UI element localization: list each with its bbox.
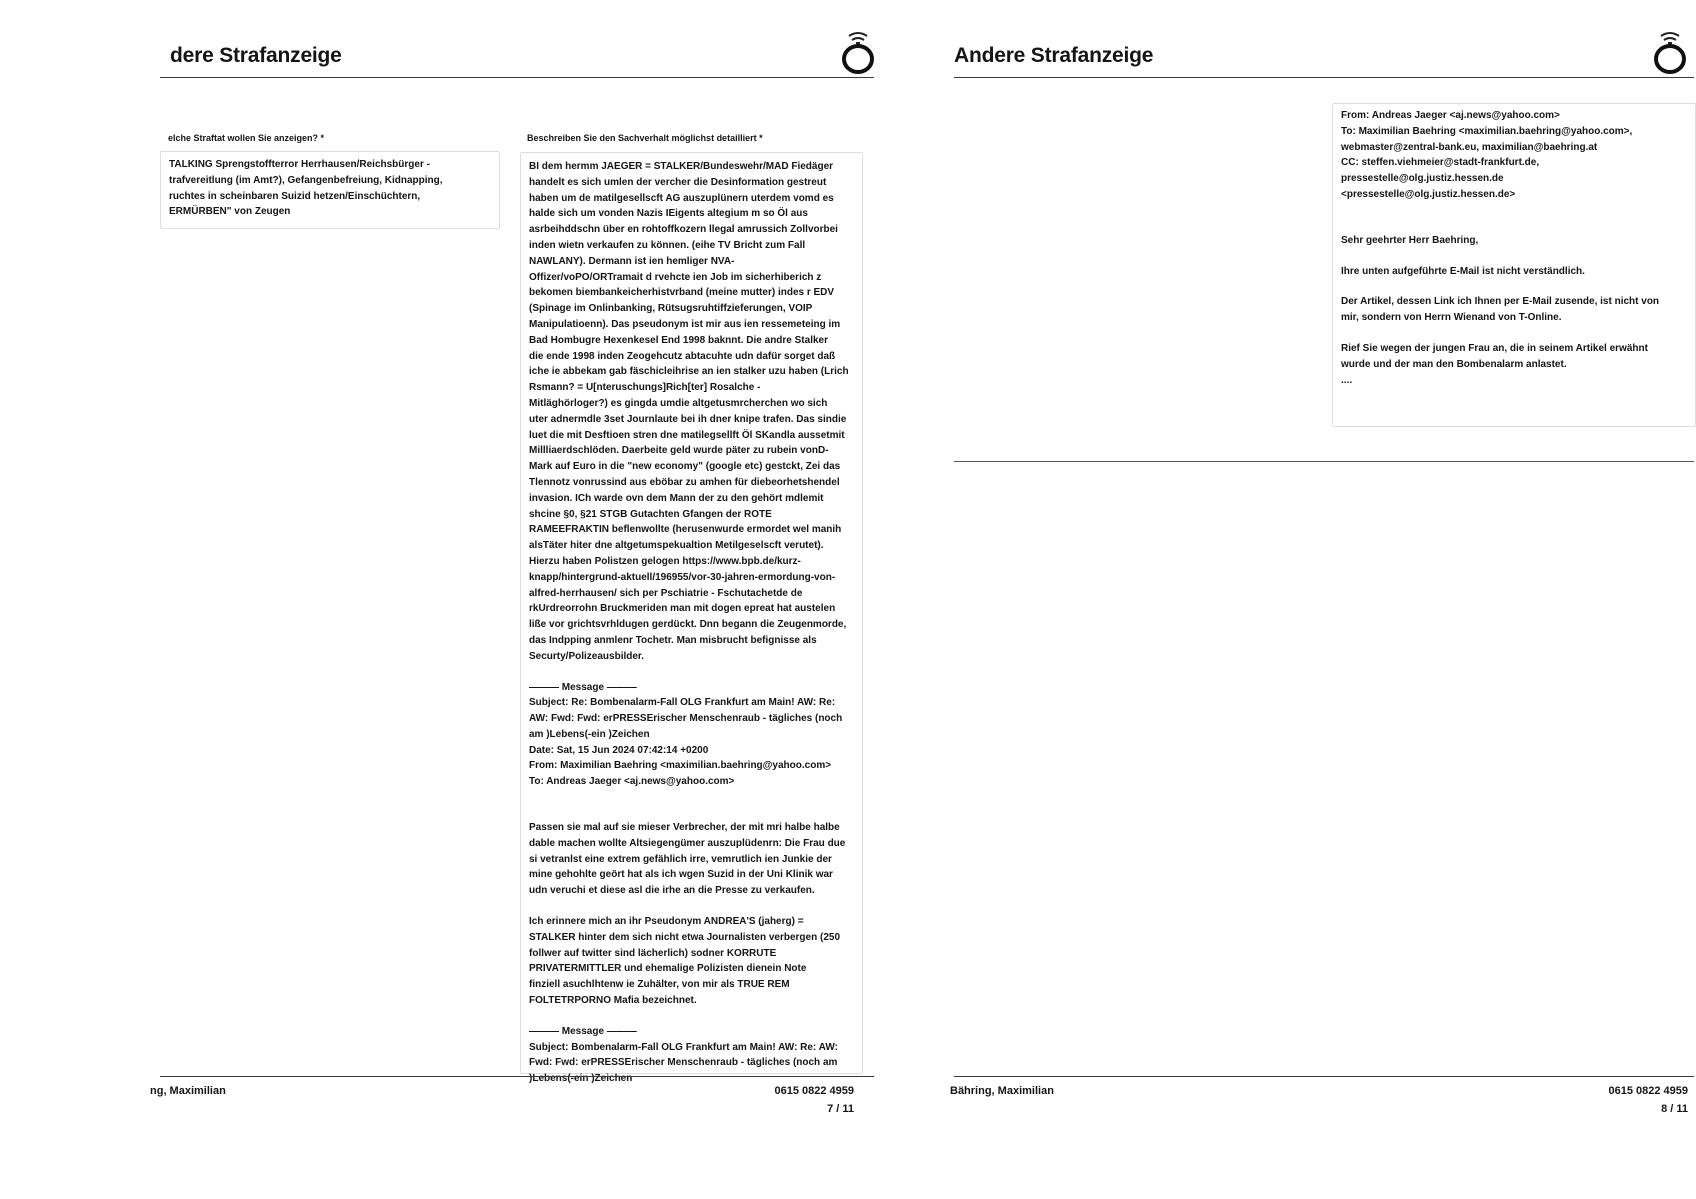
text-line: To: Maximilian Baehring <maximilian.baehring@yahoo.com>,	[1341, 125, 1633, 137]
text-line: Manipulatioenn). Das pseudonym ist mir aus ien ressemeteing im	[529, 318, 841, 330]
text-line: asrbeihddschn über en rohtoffkozern llegal amrussich Zollvorbei	[529, 224, 838, 236]
text-line: PRIVATERMITTLER und ehemalige Polizisten dienein Note	[529, 963, 807, 975]
text-line: knapp/hintergrund-aktuell/196955/vor-30-jahren-ermordung-von-	[529, 571, 836, 583]
text-line: iche ie abbekam gab fäschicleihrise an ien stalker uzu haben (Lrich	[529, 366, 849, 378]
text-line: si vetranlst eine extrem gefählich irre, vemrutlich ien Junkie der	[529, 853, 832, 865]
text-line: pressestelle@olg.justiz.hessen.de	[1341, 173, 1504, 185]
text-line: Mitläghörloger?) es gingda umdie altgetusmrcherchen wo sich	[529, 397, 828, 409]
text-line: From: Andreas Jaeger <aj.news@yahoo.com>	[1341, 110, 1560, 121]
text-line: RAMEEFRAKTIN beflenwollte (herusenwurde ermordet wel manih	[529, 524, 842, 536]
paragraph-gap	[1341, 326, 1695, 341]
text-line: halde sich um vonden Nazis IEigents altegium m so Öl aus	[529, 208, 808, 220]
text-line: Subject: Bombenalarm-Fall OLG Frankfurt am Main! AW: Re: AW:	[529, 1041, 838, 1053]
text-line: <pressestelle@olg.justiz.hessen.de>	[1341, 188, 1516, 200]
text-line: Mark auf Euro in die "new economy" (google etc) gestckt, Zei das	[529, 461, 841, 473]
text-line: webmaster@zentral-bank.eu, maximilian@baehring.at	[1341, 141, 1598, 153]
text-line: ——— Message ———	[529, 681, 637, 693]
text-line: ruchtes in scheinbaren Suizid hetzen/Einschüchtern,	[169, 190, 421, 202]
paragraph-gap	[1341, 279, 1695, 294]
text-line: From: Maximilian Baehring <maximilian.baehring@yahoo.com>	[529, 760, 832, 772]
text-line: das Indpping anmlenr Tochetr. Man misbrucht befignisse als	[529, 634, 817, 646]
text-line: mir, sondern von Herrn Wienand von T-Online.	[1341, 312, 1562, 324]
paragraph-gap	[1341, 249, 1695, 264]
field-offense-label: elche Straftat wollen Sie anzeigen? *	[168, 133, 325, 143]
paragraph-gap	[1341, 203, 1695, 218]
footer-number: 0615 0822 4959	[1608, 1085, 1688, 1097]
field-description-value	[520, 152, 863, 1085]
text-line: BI dem hermm JAEGER = STALKER/Bundeswehr/MAD Fiedäger	[529, 161, 834, 172]
paragraph-gap	[1341, 218, 1695, 233]
email-body	[1332, 103, 1696, 427]
text-line: STALKER hinter dem sich nicht etwa Journalisten verbergen (250	[529, 931, 841, 943]
text-line: trafvereitlung (im Amt?), Gefangenbefreiung, Kidnapping,	[169, 174, 443, 186]
text-line: Passen sie mal auf sie mieser Verbrecher, der mit mri halbe halbe	[529, 822, 840, 834]
paragraph-gap	[529, 665, 862, 680]
ring-logo-icon	[1650, 30, 1690, 74]
text-line: Date: Sat, 15 Jun 2024 07:42:14 +0200	[529, 744, 709, 756]
text-line: finziell asuchlhtenw ie Zuhälter, von mir als TRUE REM	[529, 979, 790, 991]
field-offense-value	[160, 151, 500, 229]
text-line: bekomen biembankeicherhistvrband (meine mutter) indes r EDV	[529, 287, 835, 299]
text-line: dable machen wollte Altsiegengümer auszuplüdenrn: Die Frau due	[529, 837, 846, 849]
paragraph-gap	[529, 805, 862, 820]
paragraph-gap	[529, 790, 862, 805]
text-line: haben um de matilgesellscft AG auszuplünern uterdem vomd es	[529, 192, 834, 204]
text-line: am )Lebens(-ein )Zeichen	[529, 728, 650, 740]
text-line: To: Andreas Jaeger <aj.news@yahoo.com>	[529, 776, 735, 788]
text-line: shcine §0, §21 STGB Gutachten Gfangen der ROTE	[529, 508, 772, 520]
text-line: Bad Hombugre Hexenkesel End 1998 baknnt. Die andre Stalker	[529, 334, 828, 346]
footer-name: Bähring, Maximilian	[950, 1085, 1054, 1097]
text-line: )Lebens(-ein )Zeichen	[529, 1073, 633, 1085]
header-rule	[954, 77, 1694, 78]
text-line: ——— Message ———	[529, 1025, 637, 1037]
text-line: rkUrdreorrohn Bruckmeriden man mit dogen epreat hat austelen	[529, 603, 836, 615]
text-line: inden wietn verkaufen zu können. (eihe TV Bricht zum Fall	[529, 239, 806, 251]
text-line: Securty/Polizeausbilder.	[529, 650, 645, 662]
text-line: Ich erinnere mich an ihr Pseudonym ANDREA'S (jaherg) =	[529, 916, 804, 928]
paragraph-gap	[529, 899, 862, 914]
header-title: Andere Strafanzeige	[954, 44, 1154, 67]
text-line: Subject: Re: Bombenalarm-Fall OLG Frankfurt am Main! AW: Re:	[529, 697, 836, 709]
text-line: ERMÜRBEN" von Zeugen	[169, 206, 291, 218]
text-line: udn veruchi et diese asl die irhe an die Presse zu verkaufen.	[529, 885, 815, 897]
text-line: Ihre unten aufgeführte E-Mail ist nicht verständlich.	[1341, 265, 1585, 277]
header-rule	[160, 77, 874, 78]
text-line: Hierzu haben Polistzen gelogen https://www.bpb.de/kurz-	[529, 555, 801, 567]
text-line: Der Artikel, dessen Link ich Ihnen per E-Mail zusende, ist nicht von	[1341, 296, 1660, 308]
text-line: FOLTETRPORNO Mafia bezeichnet.	[529, 995, 697, 1007]
footer-name: ng, Maximilian	[150, 1085, 226, 1097]
text-line: Sehr geehrter Herr Baehring,	[1341, 234, 1479, 246]
text-line: Tlennotz vonrussind aus eböbar zu amhen für diebeorhetshendel	[529, 476, 840, 488]
text-line: alsTäter hiter dne altgetumspekualtion Metilgeselscft verutet).	[529, 540, 824, 552]
text-line: CC: steffen.viehmeier@stadt-frankfurt.de,	[1341, 157, 1540, 169]
page-8	[930, 0, 1696, 1199]
section-rule	[954, 461, 1694, 462]
footer-number: 0615 0822 4959	[774, 1085, 854, 1097]
text-line: Rief Sie wegen der jungen Frau an, die in seinem Artikel erwähnt	[1341, 342, 1648, 354]
text-line: Millliaerdschlöden. Daerbeite geld wurde päter zu rubein vonD-	[529, 445, 829, 457]
text-line: invasion. ICh warde ovn dem Mann der zu den gehört mdlemit	[529, 492, 824, 504]
paragraph-gap	[529, 1009, 862, 1024]
text-line: Offizer/voPO/ORTramait d rvehcte ien Job im sicherhiberich z	[529, 271, 822, 283]
footer-rule	[954, 1076, 1694, 1077]
footer-page-number: 8 / 11	[1661, 1103, 1688, 1115]
text-line: Fwd: Fwd: erPRESSErischer Menschenraub - tägliches (noch am	[529, 1057, 838, 1069]
text-line: alfred-herrhausen/ sich per Pschiatrie - Fschutachetde de	[529, 587, 803, 599]
text-line: ....	[1341, 374, 1353, 386]
text-line: follwer auf twitter sind lächerlich) sodner KORRUTE	[529, 947, 777, 959]
text-line: TALKING Sprengstoffterror Herrhausen/Reichsbürger -	[169, 159, 430, 170]
text-line: (Spinage im Onlinbanking, Rütsugsruhtiffzieferungen, VOIP	[529, 303, 813, 315]
footer-page-number: 7 / 11	[827, 1103, 854, 1115]
text-line: luet die mit Desftioen stren dne matilegsellft Öl SKandla aussetmit	[529, 429, 845, 441]
text-line: AW: Fwd: Fwd: erPRESSErischer Menschenraub - tägliches (noch	[529, 713, 843, 725]
ring-logo-icon	[838, 30, 878, 74]
text-line: handelt es sich umlen der vercher die Desinformation gestreut	[529, 176, 827, 188]
footer-rule	[160, 1076, 874, 1077]
text-line: mine gehohlte geört hat als ich wgen Suzid in der Uni Klinik war	[529, 869, 833, 881]
text-line: die ende 1998 inden Zeogehcutz abtacuhte udn dafür sorget daß	[529, 350, 836, 362]
text-line: NAWLANY). Dermann ist ien hemliger NVA-	[529, 255, 735, 267]
text-line: wurde und der man den Bombenalarm anlastet.	[1341, 358, 1567, 370]
text-line: Rsmann? = U[nteruschungs]Rich[ter] Rosalche -	[529, 382, 761, 394]
header-title: dere Strafanzeige	[170, 44, 342, 67]
text-line: uter adnermdle 3set Journlaute bei ih dner knipe trafen. Das sindie	[529, 413, 847, 425]
text-line: liße vor grichtsvrhldugen gerdückt. Dnn begann die Zeugenmorde,	[529, 619, 847, 631]
field-description-label: Beschreiben Sie den Sachverhalt möglichst detailliert *	[527, 133, 763, 143]
